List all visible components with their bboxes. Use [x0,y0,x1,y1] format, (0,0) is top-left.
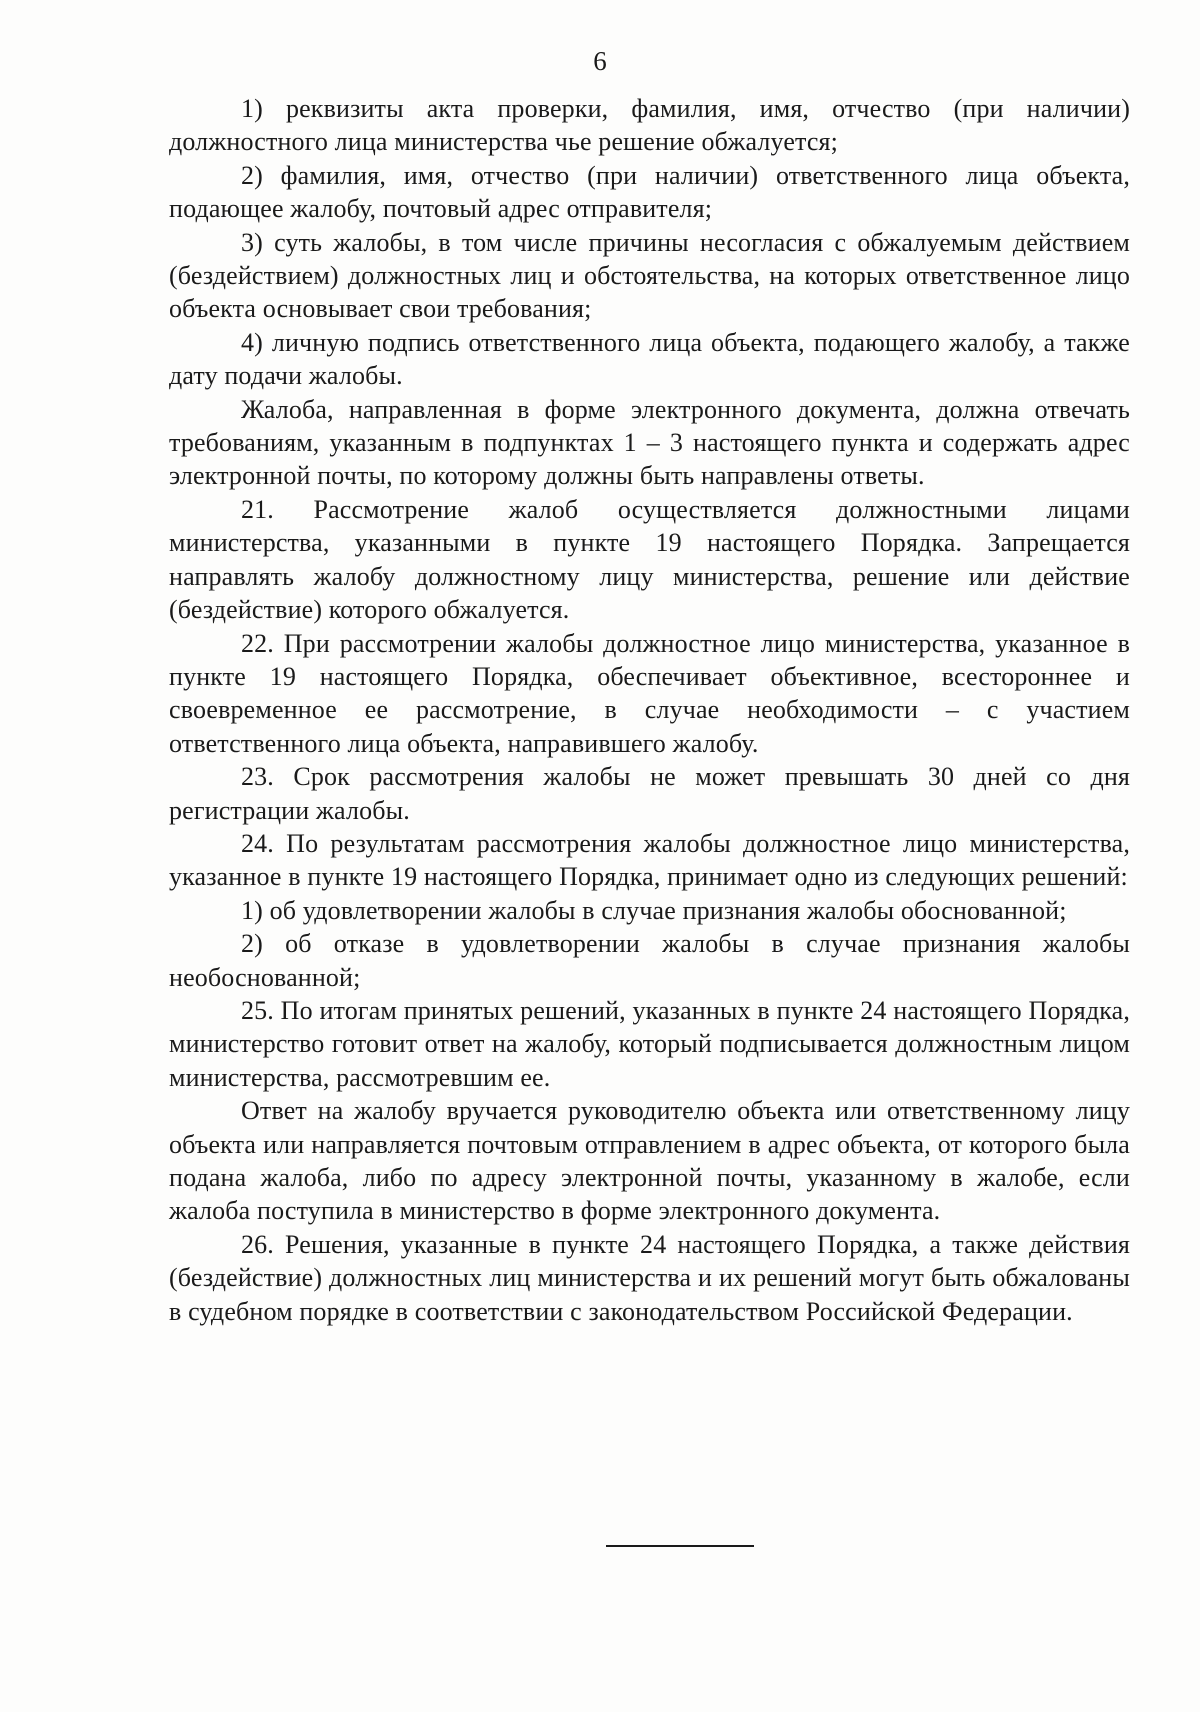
paragraph-decision-1: 1) об удовлетворении жалобы в случае признания жалобы обоснованной; [241,895,1067,925]
document-body [169,92,1130,1328]
paragraph-requisites-item-1: 1) реквизиты акта проверки, фамилия, имя, отчество (при наличии) должностного лица министерства чье решение обжалуется; [169,94,1130,157]
paragraph-requisites-item-4: 4) личную подпись ответственного лица объекта, подающего жалобу, а также дату подачи жалобы. [169,327,1130,391]
paragraph-electronic-complaint: Жалоба, направленная в форме электронного документа, должна отвечать требованиям, указанным в подпунктах 1 – 3 настоящего пункта и содержать адрес электронной почты, по которому должны быть направлены ответы. [169,394,1130,491]
closing-divider [606,1545,754,1547]
paragraph-decision-2: 2) об отказе в удовлетворении жалобы в случае признания жалобы необоснованной; [169,929,1130,992]
paragraph-clause-26: 26. Решения, указанные в пункте 24 настоящего Порядка, а также действия (бездействие) должностных лиц министерства и их решений могут быть обжалованы в судебном порядке в соответствии с законодательством Российской Федерации. [169,1229,1130,1326]
paragraph-answer-delivery: Ответ на жалобу вручается руководителю объекта или ответственному лицу объекта или направляется почтовым отправлением в адрес объекта, от которого была подана жалоба, либо по адресу электронной почты, указанному в жалобе, если жалоба поступила в министерство в форме электронного документа. [169,1096,1130,1226]
paragraph-clause-24: 24. По результатам рассмотрения жалобы должностное лицо министерства, указанное в пункте 19 настоящего Порядка, принимает одно из следующих решений: [169,828,1130,892]
paragraph-clause-23: 23. Срок рассмотрения жалобы не может превышать 30 дней со дня регистрации жалобы. [169,762,1130,825]
paragraph-requisites-item-3: 3) суть жалобы, в том числе причины несогласия с обжалуемым действием (бездействием) должностных лиц и обстоятельства, на которых ответственное лицо объекта основывает свои требования; [169,227,1130,324]
paragraph-clause-22: 22. При рассмотрении жалобы должностное лицо министерства, указанное в пункте 19 настоящего Порядка, обеспечивает объективное, всестороннее и своевременное ее рассмотрение, в случае необходимости – с участием ответственного лица объекта, направившего жалобу. [169,628,1130,758]
paragraph-requisites-item-2: 2) фамилия, имя, отчество (при наличии) ответственного лица объекта, подающее жалобу, почтовый адрес отправителя; [169,160,1130,224]
paragraph-clause-25: 25. По итогам принятых решений, указанных в пункте 24 настоящего Порядка, министерство готовит ответ на жалобу, который подписывается должностным лицом министерства, рассмотревшим ее. [169,995,1130,1092]
page-number: 6 [593,46,607,76]
paragraph-clause-21: 21. Рассмотрение жалоб осуществляется должностными лицами министерства, указанными в пункте 19 настоящего Порядка. Запрещается направлять жалобу должностному лицу министерства, решение или действие (бездействие) которого обжалуется. [169,494,1130,625]
